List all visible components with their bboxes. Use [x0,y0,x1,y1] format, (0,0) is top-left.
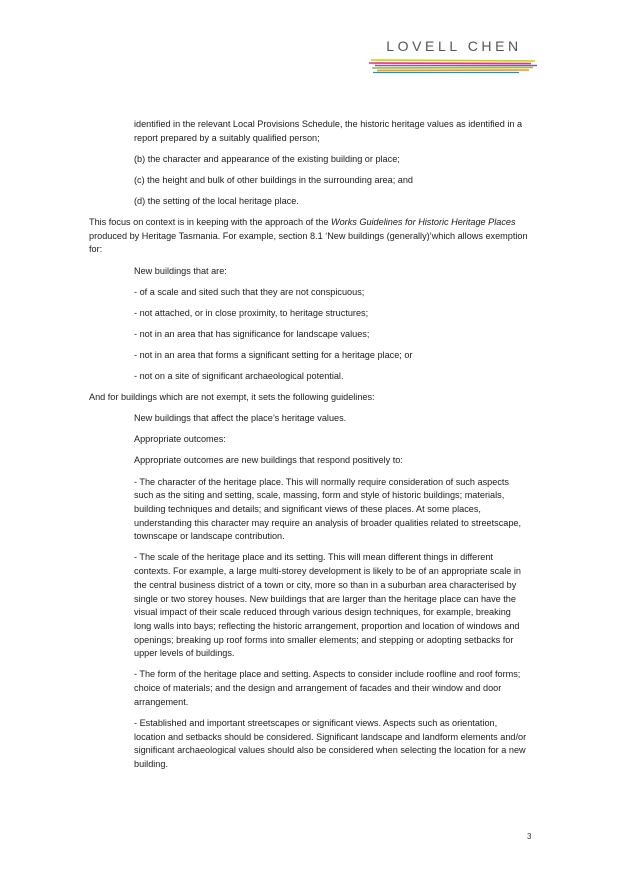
logo-stripe [369,63,531,64]
paragraph-b: (b) the character and appearance of the existing building or place; [134,153,400,164]
guideline-item: - Established and important streetscapes or significant views. Aspects such as orientation, location and setbacks should be considered. Significant landscape and landform elements and/or significant archaeological values should also be considered when selecting the location for a new building. [134,717,527,770]
lovell-chen-logo [369,38,539,74]
paragraph-intro: identified in the relevant Local Provisions Schedule, the historic heritage values as identified in a report prepared by a suitably qualified person; [134,119,523,143]
exempt-item: - of a scale and sited such that they are not conspicuous; [134,286,365,297]
guideline-item: - The scale of the heritage place and its setting. This will mean different things in different contexts. For example, a large multi-storey development is likely to be of an appropriate scale in the central business district of a town or city, more so than in a suburban area characterised by single or two storey houses. New buildings that are larger than the heritage place can have the visual impact of their scale reduced through various design techniques, for example, breaking long walls into bays; reflecting the historic arrangement, proportion and location of windows and openings; breaking up roof forms into smaller elements; and stepping or adopting setbacks for upper levels of buildings. [134,552,521,659]
exempt-item: - not attached, or in close proximity, to heritage structures; [134,307,369,318]
quote-affect: New buildings that affect the place’s heritage values. [134,413,347,424]
logo-stripes-graphic [369,58,539,74]
logo-stripe [372,68,533,69]
quote-outcomes-desc: Appropriate outcomes are new buildings that respond positively to: [134,455,403,466]
exempt-item: - not in an area that forms a significant setting for a heritage place; or [134,349,413,360]
exempt-item: - not on a site of significant archaeological potential. [134,371,344,382]
quote-outcomes: Appropriate outcomes: [134,434,226,445]
page-number: 3 [527,832,532,841]
logo-stripe [371,60,535,61]
guideline-item: - The character of the heritage place. This will normally require consideration of such aspects such as the siting and setting, scale, massing, form and style of historic buildings; materials, building techniques and details; and significant views of these places. At some places, understanding this character may require an analysis of broader qualities related to streetscape, townscape or landscape contribution. [134,476,522,542]
quote-new-buildings: New buildings that are: [134,265,227,276]
focus-text-2: produced by Heritage Tasmania. For example, section 8.1 ‘New buildings (generally)’which allows exemption for: [89,230,528,255]
paragraph-c: (c) the height and bulk of other buildings in the surrounding area; and [134,174,414,185]
logo-stripe [377,70,529,71]
paragraph-focus [89,216,529,257]
guidelines-title: Works Guidelines for Historic Heritage Places [330,217,516,228]
paragraph-d: (d) the setting of the local heritage place. [134,195,299,206]
document-body [89,118,529,779]
logo-text: LOVELL CHEN [386,38,522,54]
paragraph-not-exempt: And for buildings which are not exempt, it sets the following guidelines: [89,392,375,403]
guideline-item: - The form of the heritage place and setting. Aspects to consider include roofline and roof forms; choice of materials; and the design and arrangement of facades and their window and door arrangement. [134,669,521,707]
logo-stripes [369,58,539,74]
exempt-item: - not in an area that has significance for landscape values; [134,328,370,339]
focus-text-1: This focus on context is in keeping with the approach of the [89,217,331,228]
